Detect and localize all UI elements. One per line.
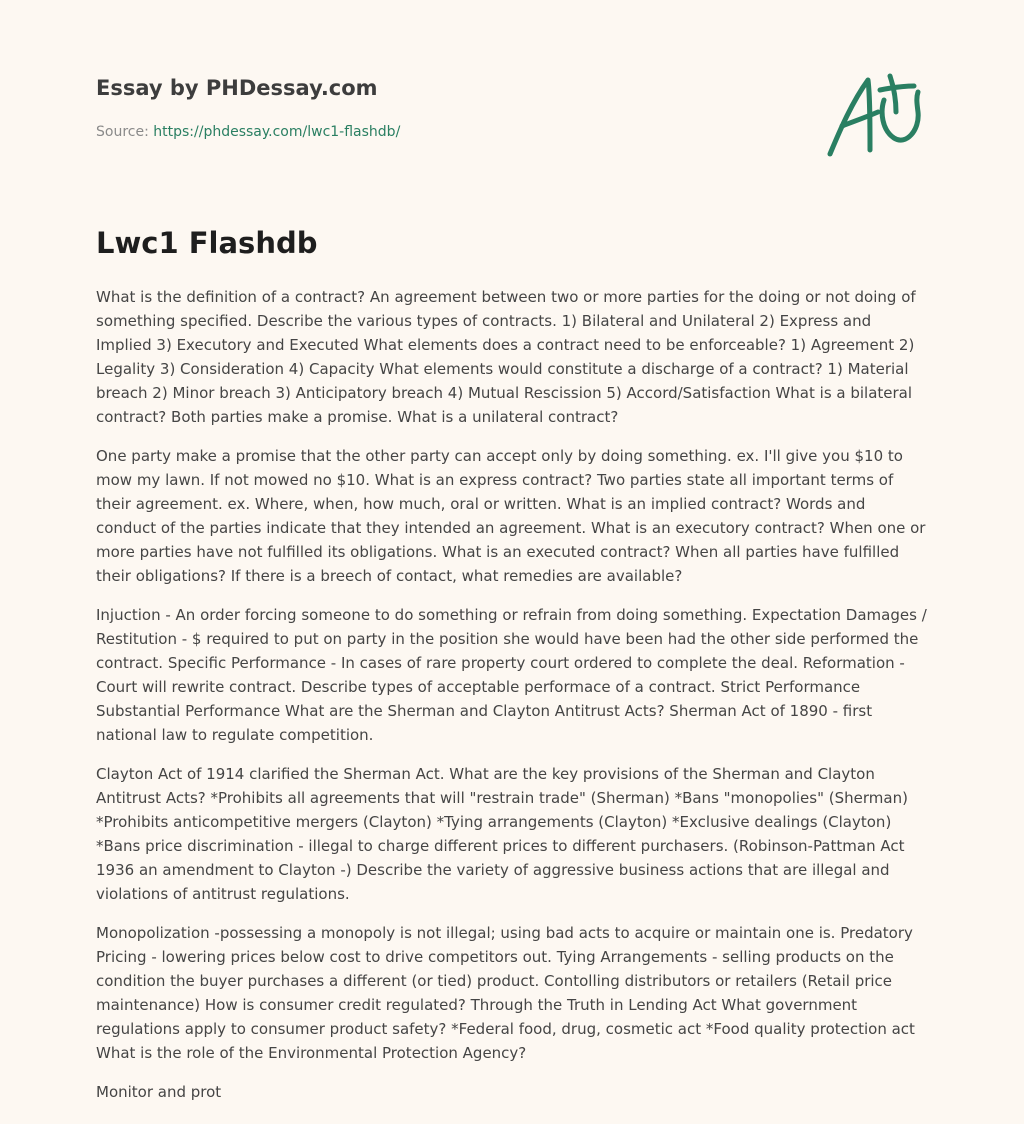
paragraph: Monopolization -possessing a monopoly is not illegal; using bad acts to acquire or maintain one is. Predatory Pricing - lowering prices below cost to drive competitors out. Tying Arrangements - selling products on the condition the buyer purchases a different (or tied) product. Contolling distributors or retailers (Retail price maintenance) How is consumer credit regulated? Through the Truth in Lending Act What government regulations apply to consumer product safety? *Federal food, drug, cosmetic act *Food quality protection act What is the role of the Environmental Protection Agency? bbox=[96, 924, 915, 1062]
article-title: Lwc1 Flashdb bbox=[96, 226, 318, 260]
source-line bbox=[96, 124, 400, 140]
paragraph: Injuction - An order forcing someone to do something or refrain from doing something. Expectation Damages / Restitution - $ required to put on party in the position she would have been had the other side performed the contract. Specific Performance - In cases of rare property court ordered to complete the deal. Reformation - Court will rewrite contract. Describe types of acceptable performace of a contract. Strict Performance Substantial Performance What are the Sherman and Clayton Antitrust Acts? Sherman Act of 1890 - first national law to regulate competition. bbox=[96, 606, 927, 744]
page-header bbox=[96, 76, 928, 176]
source-link[interactable]: https://phdessay.com/lwc1-flashdb/ bbox=[153, 124, 401, 140]
a-plus-logo-icon bbox=[824, 68, 928, 164]
paragraph: What is the definition of a contract? An agreement between two or more parties for the doing or not doing of something specified. Describe the various types of contracts. 1) Bilateral and Unilateral 2) Express and Implied 3) Executory and Executed What elements does a contract need to be enforceable? 1) Agreement 2) Legality 3) Consideration 4) Capacity What elements would constitute a discharge of a contract? 1) Material breach 2) Minor breach 3) Anticipatory breach 4) Mutual Rescission 5) Accord/Satisfaction What is a bilateral contract? Both parties make a promise. What is a unilateral contract? bbox=[96, 288, 916, 426]
article-body bbox=[96, 285, 928, 1119]
paragraph: Clayton Act of 1914 clarified the Sherman Act. What are the key provisions of the Sherman and Clayton Antitrust Acts? *Prohibits all agreements that will "restrain trade" (Sherman) *Bans "monopolies" (Sherman) *Prohibits anticompetitive mergers (Clayton) *Tying arrangements (Clayton) *Exclusive dealings (Clayton) *Bans price discrimination - illegal to charge different prices to different purchasers. (Robinson-Pattman Act 1936 an amendment to Clayton -) Describe the variety of aggressive business actions that are illegal and violations of antitrust regulations. bbox=[96, 765, 908, 903]
brand-title: Essay by PHDessay.com bbox=[96, 76, 378, 100]
source-label: Source: bbox=[96, 124, 154, 140]
paragraph: One party make a promise that the other party can accept only by doing something. ex. I'll give you $10 to mow my lawn. If not mowed no $10. What is an express contract? Two parties state all important terms of their agreement. ex. Where, when, how much, oral or written. What is an implied contract? Words and conduct of the parties indicate that they intended an agreement. What is an executory contract? When one or more parties have not fulfilled its obligations. What is an executed contract? When all parties have fulfilled their obligations? If there is a breech of contact, what remedies are available? bbox=[96, 447, 926, 585]
paragraph: Monitor and prot bbox=[96, 1083, 222, 1101]
